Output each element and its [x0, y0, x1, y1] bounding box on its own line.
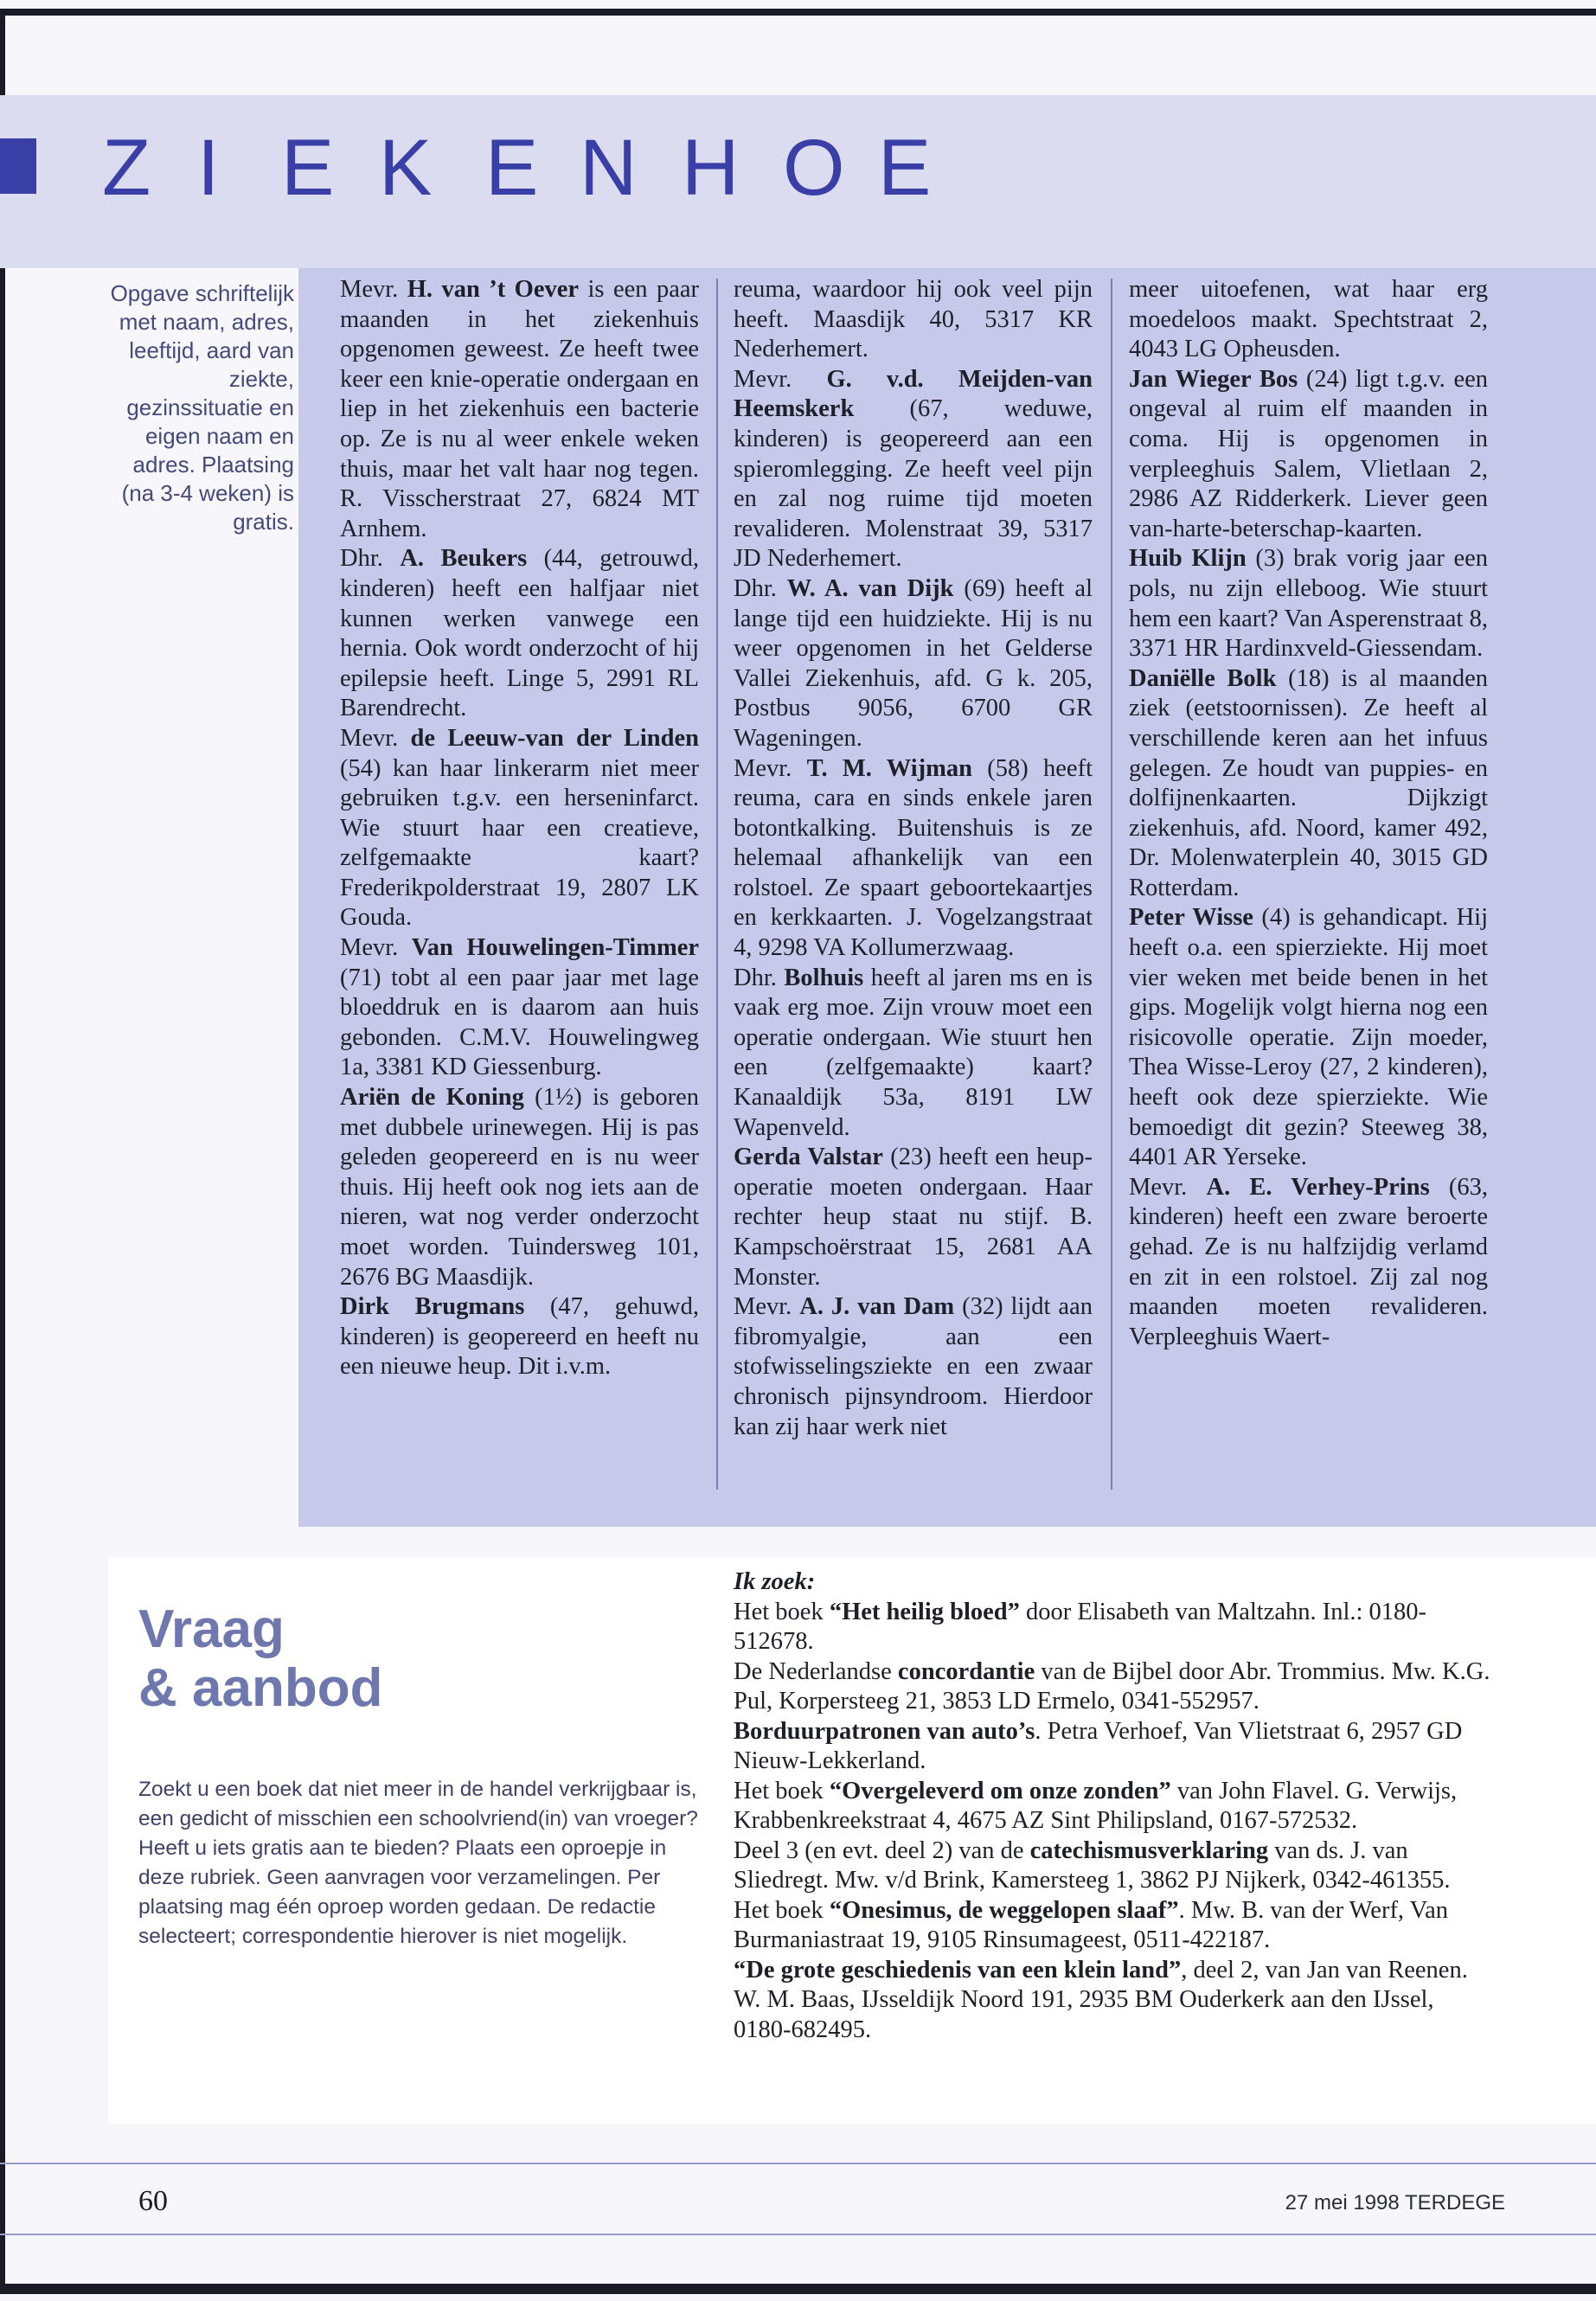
title-letter: E — [485, 124, 539, 212]
title-letter: I — [197, 124, 220, 212]
issue-date: 27 mei 1998 TERDEGE — [1285, 2191, 1505, 2214]
wanted-item — [734, 1717, 1495, 1777]
top-border — [0, 9, 1596, 16]
announcement — [340, 1083, 699, 1292]
patient-name: Dirk Brugmans — [340, 1293, 525, 1321]
announcement-text: Dhr. — [734, 574, 787, 602]
announcement-text: (69) heeft al lange tijd een huidziekte. Hij is nu weer opgenomen in het Gelderse Vallei Ziekenhuis, afd. G k. 205, Postbus 9056, 6700 GR Wageningen. — [734, 574, 1093, 752]
wanted-title: “De grote geschiedenis van een klein land” — [734, 1956, 1182, 1984]
announcement — [734, 574, 1093, 754]
announcement-text: Mevr. — [340, 934, 412, 962]
patient-name: T. M. Wijman — [806, 754, 972, 782]
announcement-column-3 — [1129, 275, 1488, 1352]
wanted-title: “Overgeleverd om onze zonden” — [829, 1777, 1171, 1804]
wanted-text: . Mw. B. van der Werf, Van Burmaniastraat 19, 9105 Rinsumageest, 0511-422187. — [734, 1896, 1448, 1953]
title-letter: K — [379, 124, 433, 212]
vraag-aanbod-intro: Zoekt u een boek dat niet meer in de handel verkrijgbaar is, een gedicht of misschien een schoolvriend(in) van vroeger? Heeft u iets gratis aan te bieden? Plaats een oproepje in deze rubriek. Geen aanvragen voor verzamelingen. Per plaatsing mag één oproep worden gedaan. De redactie selecteert; correspondentie hierover is niet mogelijk. — [138, 1778, 698, 1948]
announcement — [340, 544, 699, 724]
announcement-text: (23) heeft een heup-operatie moeten ondergaan. Haar rechter heup staat nu stijf. B. Kampschoërstraat 15, 2681 AA Monster. — [734, 1144, 1093, 1291]
page-number: 60 — [138, 2185, 168, 2217]
patient-name: Ariën de Koning — [340, 1084, 524, 1112]
announcement-text: (44, getrouwd, kinderen) heeft een halfjaar niet kunnen werken vanwege een hernia. Ook wordt onderzocht of hij epilepsie heeft. Linge 5, 2991 RL Barendrecht. — [340, 545, 699, 722]
announcement-text: (63, kinderen) heeft een zware beroerte gehad. Ze is nu halfzijdig verlamd en zit in een rolstoel. Zij zal nog maanden moeten revalideren. Verpleeghuis Waert- — [1129, 1173, 1488, 1350]
announcement-text: is een paar maanden in het ziekenhuis opgenomen geweest. Ze heeft twee keer een knie-operatie ondergaan en liep in het ziekenhuis een bacterie op. Ze is nu al weer enkele weken thuis, maar het valt haar nog tegen. R. Visscherstraat 27, 6824 MT Arnhem. — [340, 276, 699, 542]
patient-name: de Leeuw-van der Linden — [410, 724, 699, 752]
wanted-title: concordantie — [897, 1657, 1035, 1685]
announcement — [1129, 664, 1488, 904]
wanted-text: door Elisabeth van Maltzahn. Inl.: 0180-512678. — [734, 1598, 1427, 1655]
announcement — [734, 365, 1093, 574]
announcement-text: (58) heeft reuma, cara en sinds enkele jaren botontkalking. Buitenshuis is ze helemaal afhankelijk van een rolstoel. Ze spaart geboortekaartjes en kerkkaarten. J. Vogelzangstraat 4, 9298 VA Kollumerzwaag. — [734, 754, 1093, 962]
announcement — [340, 275, 699, 544]
wanted-item — [734, 1777, 1495, 1836]
announcement — [734, 754, 1093, 964]
announcement — [1129, 1173, 1488, 1353]
announcement-text: Dhr. — [340, 545, 401, 573]
wanted-text: De Nederlandse — [734, 1657, 898, 1685]
wanted-title: Borduurpatronen van auto’s — [734, 1717, 1035, 1745]
announcement — [1129, 365, 1488, 545]
patient-name: Gerda Valstar — [734, 1144, 883, 1171]
patient-name: H. van ’t Oever — [407, 276, 580, 303]
announcement — [1129, 544, 1488, 663]
wanted-item — [734, 1896, 1495, 1956]
announcement-text: reuma, waardoor hij ook veel pijn heeft. Maasdijk 40, 5317 KR Nederhemert. — [734, 276, 1093, 363]
ik-zoek-heading: Ik zoek: — [734, 1568, 816, 1595]
announcement — [734, 1143, 1093, 1292]
announcement-text: Mevr. — [340, 724, 411, 752]
title-letter: H — [682, 124, 740, 212]
wanted-title: catechismusverklaring — [1029, 1836, 1269, 1864]
announcement-column-2 — [734, 275, 1093, 1442]
title-letter: Z — [102, 124, 151, 212]
announcement-text: heeft al jaren ms en is vaak erg moe. Zijn vrouw moet een operatie ondergaan. Wie stuurt hen een (zelfgemaakte) kaart? Kanaaldijk 53a, 8191 LW Wapenveld. — [734, 964, 1093, 1141]
title-marker — [0, 138, 36, 194]
title-line-1: Vraag — [138, 1599, 285, 1659]
patient-name: A. Beukers — [400, 545, 528, 573]
announcement-text: (32) lijdt aan fibromyalgie, aan een stofwisselingsziekte en een zwaar chronisch pijnsyndroom. Hierdoor kan zij haar werk niet — [734, 1293, 1093, 1440]
title-letter: E — [878, 124, 932, 212]
wanted-item — [734, 1657, 1495, 1717]
announcement-column-1 — [340, 275, 699, 1382]
announcement-text: (54) kan haar linkerarm niet meer gebruiken t.g.v. een herseninfarct. Wie stuurt haar een creatieve, zelfgemaakte kaart? Frederikpolderstraat 19, 2807 LK Gouda. — [340, 754, 699, 932]
patient-name: Van Houwelingen-Timmer — [411, 934, 699, 962]
announcement — [734, 964, 1093, 1144]
ik-zoek-list — [734, 1567, 1495, 2045]
patient-name: Bolhuis — [784, 964, 864, 991]
title-line-2: & aanbod — [138, 1658, 383, 1718]
bottom-border — [0, 2284, 1596, 2294]
wanted-text: van de Bijbel door Abr. Trommius. Mw. K.G. Pul, Korpersteeg 21, 3853 LD Ermelo, 0341-552957. — [734, 1657, 1490, 1715]
wanted-item — [734, 1598, 1495, 1657]
patient-name: Jan Wieger Bos — [1129, 365, 1298, 393]
announcement-text: Dhr. — [734, 964, 785, 991]
announcement-text: Mevr. — [734, 1293, 800, 1321]
wanted-title: “Onesimus, de weggelopen slaaf” — [829, 1896, 1179, 1924]
announcement — [734, 275, 1093, 365]
wanted-title: “Het heilig bloed” — [829, 1598, 1020, 1625]
announcement-text: (24) ligt t.g.v. een ongeval al ruim elf maanden in coma. Hij is opgenomen in verpleeghuis Salem, Vlietlaan 2, 2986 AZ Ridderkerk. Liever geen van-harte-beterschap-kaarten. — [1129, 365, 1488, 542]
footer-rule — [0, 2234, 1596, 2235]
vraag-aanbod-title — [138, 1600, 382, 1718]
announcement-text: (3) brak vorig jaar een pols, nu zijn elleboog. Wie stuurt hem een kaart? Van Asperenstraat 8, 3371 HR Hardinxveld-Giessendam. — [1129, 545, 1488, 663]
announcement — [734, 1292, 1093, 1442]
wanted-text: Het boek — [734, 1598, 830, 1625]
announcement-text: Mevr. — [1129, 1173, 1207, 1201]
submission-note: Opgave schriftelijk met naam, adres, leeftijd, aard van ziekte, gezinssituatie en eigen naam en adres. Plaatsing (na 3-4 weken) is gratis. — [110, 280, 294, 535]
announcement — [340, 724, 699, 933]
column-divider — [716, 279, 718, 1490]
wanted-text: . Petra Verhoef, Van Vlietstraat 6, 2957 GD Nieuw-Lekkerland. — [734, 1717, 1463, 1774]
patient-name: Peter Wisse — [1129, 904, 1253, 932]
announcement-text: (18) is al maanden ziek (eetstoornissen). Ze heeft al verschillende keren aan het infuus gelegen. Ze houdt van puppies- en dolfijnenkaarten. Dijkzigt ziekenhuis, afd. Noord, kamer 492, Dr. Molenwaterplein 40, 3015 GD Rotterdam. — [1129, 664, 1489, 901]
wanted-text: Het boek — [734, 1777, 830, 1804]
wanted-text: , deel 2, van Jan van Reenen. W. M. Baas, IJsseldijk Noord 191, 2935 BM Ouderkerk aan den IJssel, 0180-682495. — [734, 1956, 1468, 2043]
title-letter: E — [281, 124, 335, 212]
wanted-text: Het boek — [734, 1896, 830, 1924]
announcement-text: (67, weduwe, kinderen) is geopereerd aan een spieromlegging. Ze heeft veel pijn en zal nog ruime tijd moeten revalideren. Molenstraat 39, 5317 JD Nederhemert. — [734, 395, 1093, 573]
title-letter: O — [783, 124, 845, 212]
announcement-text: (47, gehuwd, kinderen) is geopereerd en heeft nu een nieuwe heup. Dit i.v.m. — [340, 1293, 699, 1381]
wanted-item — [734, 1956, 1495, 2046]
column-divider — [1111, 279, 1112, 1490]
title-letter: N — [580, 124, 638, 212]
patient-name: W. A. van Dijk — [786, 574, 954, 602]
patient-name: A. E. Verhey-Prins — [1206, 1173, 1430, 1201]
announcement-text: Mevr. — [734, 754, 807, 782]
announcement-text: (1½) is geboren met dubbele urinewegen. Hij is pas geleden geopereerd en is nu weer thuis. Hij heeft ook nog iets aan de nieren, wat nog verder onderzocht moet worden. Tuindersweg 101, 2676 BG Maasdijk. — [340, 1084, 700, 1291]
announcement — [1129, 275, 1488, 365]
wanted-text: Deel 3 (en evt. deel 2) van de — [734, 1836, 1030, 1864]
wanted-text: van ds. J. van Sliedregt. Mw. v/d Brink, Kamersteeg 1, 3862 PJ Nijkerk, 0342-461355. — [734, 1836, 1451, 1894]
announcement-text: Mevr. — [340, 276, 407, 303]
announcement-text: (71) tobt al een paar jaar met lage bloeddruk en is daarom aan huis gebonden. C.M.V. Houwelingweg 1a, 3381 KD Giessenburg. — [340, 964, 699, 1081]
announcement-text: meer uitoefenen, wat haar erg moedeloos maakt. Spechtstraat 2, 4043 LG Opheusden. — [1129, 276, 1488, 363]
patient-name: G. v.d. Meijden-van Heemskerk — [734, 365, 1093, 423]
announcement — [340, 1292, 699, 1382]
wanted-text: van John Flavel. G. Verwijs, Krabbenkreekstraat 4, 4675 AZ Sint Philipsland, 0167-572532. — [734, 1777, 1458, 1834]
patient-name: A. J. van Dam — [799, 1293, 955, 1321]
left-border — [0, 9, 5, 2292]
wanted-item — [734, 1836, 1495, 1896]
announcement-text: Mevr. — [734, 365, 827, 393]
announcement-text: (4) is gehandicapt. Hij heeft o.a. een spierziekte. Hij moet vier weken met beide benen in het gips. Mogelijk volgt hierna nog een risicovolle operatie. Zijn moeder, Thea Wisse-Leroy (27, 2 kinderen), heeft ook deze spierziekte. Wie bemoedigt dit gezin? Steeweg 38, 4401 AR Yerseke. — [1129, 904, 1488, 1171]
announcement — [340, 933, 699, 1083]
announcement — [1129, 903, 1488, 1172]
patient-name: Daniëlle Bolk — [1129, 664, 1277, 692]
footer-rule — [0, 2163, 1596, 2164]
patient-name: Huib Klijn — [1129, 545, 1247, 573]
